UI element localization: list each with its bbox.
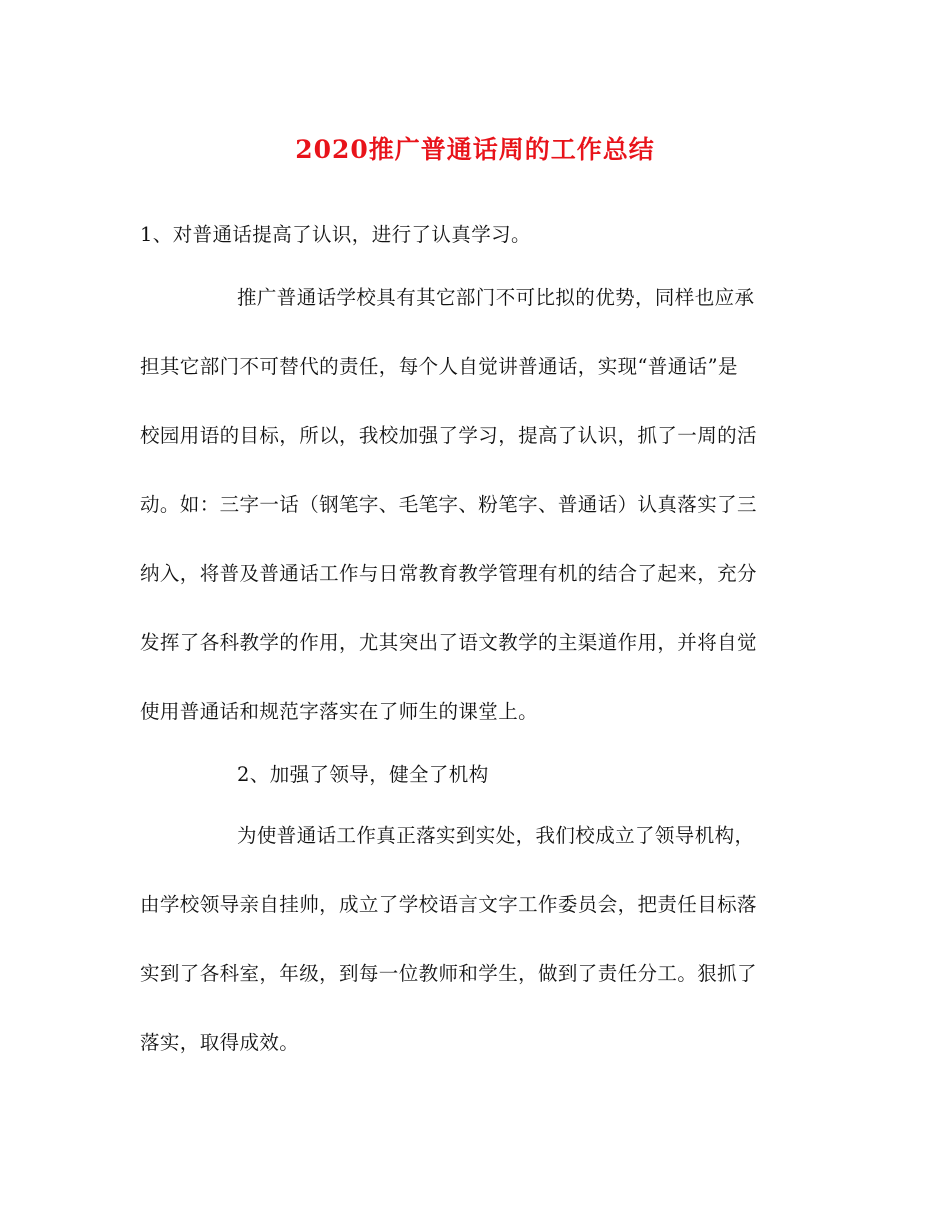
paragraph-line: 使用普通话和规范字落实在了师生的课堂上。 <box>140 700 539 723</box>
document-title: 2020推广普通话周的工作总结 <box>295 135 655 164</box>
paragraph-line: 为使普通话工作真正落实到实处，我们校成立了领导机构， <box>237 824 755 847</box>
paragraph-line: 发挥了各科教学的作用，尤其突出了语文教学的主渠道作用，并将自觉 <box>140 631 757 654</box>
paragraph-line: 动。如：三字一话（钢笔字、毛笔字、粉笔字、普通话）认真落实了三 <box>140 493 757 516</box>
paragraph-line: 推广普通话学校具有其它部门不可比拟的优势，同样也应承 <box>237 286 755 309</box>
paragraph-line: 纳入，将普及普通话工作与日常教育教学管理有机的结合了起来，充分 <box>140 562 757 585</box>
paragraph-line-heading-2: 2、加强了领导，健全了机构 <box>237 763 489 786</box>
paragraph-line: 实到了各科室，年级，到每一位教师和学生，做到了责任分工。狠抓了 <box>140 962 757 985</box>
paragraph-line: 由学校领导亲自挂帅，成立了学校语言文字工作委员会，把责任目标落 <box>140 893 757 916</box>
paragraph-line: 落实，取得成效。 <box>140 1031 300 1054</box>
paragraph-line-heading-1: 1、对普通话提高了认识，进行了认真学习。 <box>140 223 531 246</box>
paragraph-line: 校园用语的目标，所以，我校加强了学习，提高了认识，抓了一周的活 <box>140 424 757 447</box>
paragraph-line: 担其它部门不可替代的责任，每个人自觉讲普通话，实现“普通话”是 <box>140 355 738 378</box>
